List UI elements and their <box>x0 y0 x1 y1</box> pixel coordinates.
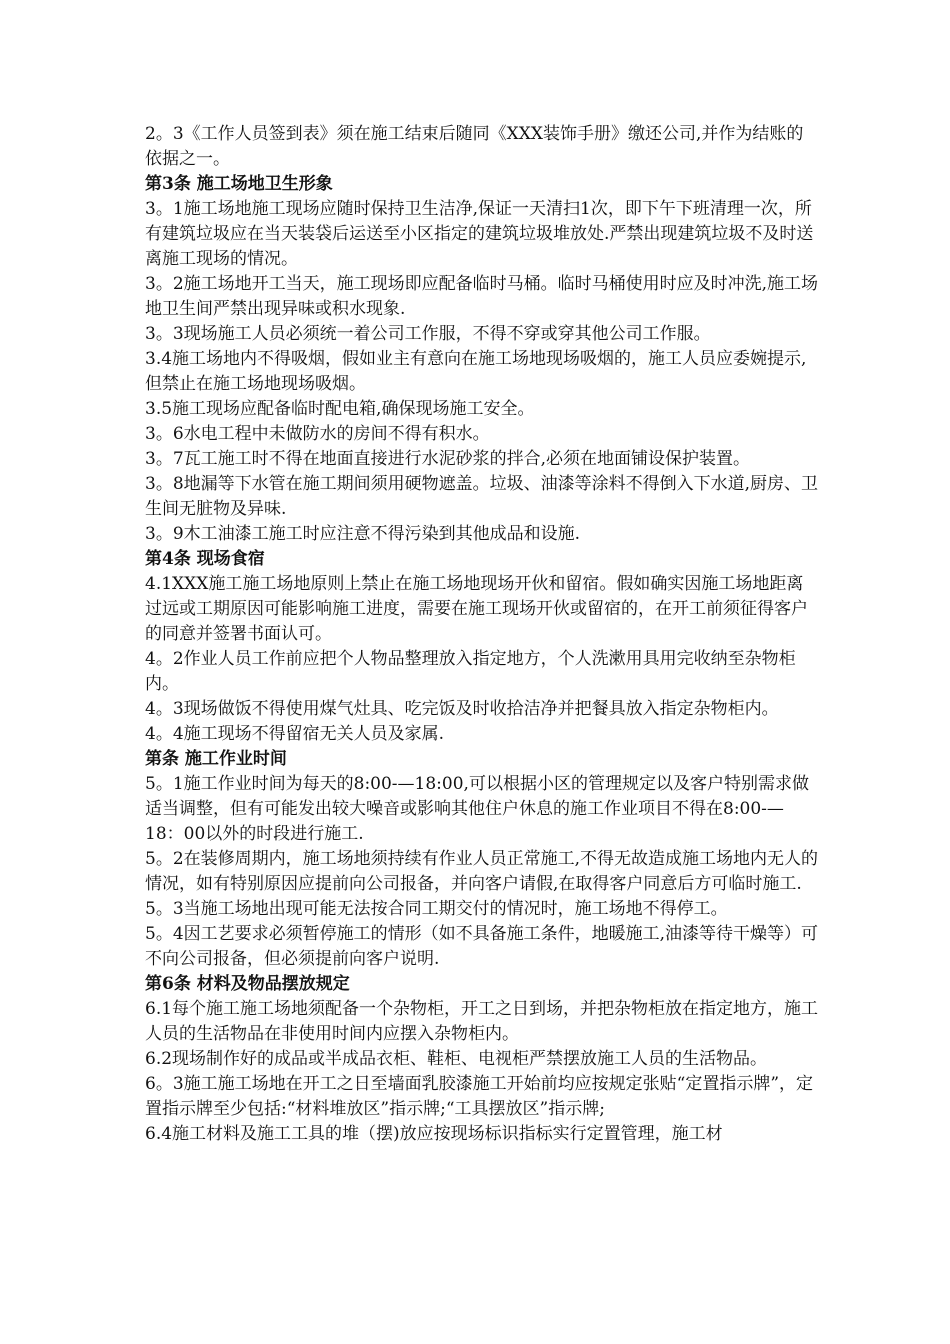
paragraph: 3。2施工场地开工当天，施工现场即应配备临时马桶。临时马桶使用时应及时冲洗,施工场地卫生间严禁出现异味或积水现象. <box>145 274 819 319</box>
paragraph: 3。6水电工程中未做防水的房间不得有积水。 <box>145 424 490 444</box>
paragraph: 4。3现场做饭不得使用煤气灶具、吃完饭及时收拾洁净并把餐具放入指定杂物柜内。 <box>145 699 779 719</box>
section-heading: 第条 施工作业时间 <box>145 749 287 769</box>
section-heading: 第4条 现场食宿 <box>145 549 265 569</box>
paragraph: 5。1施工作业时间为每天的8:00-—18:00,可以根据小区的管理规定以及客户特别需求做适当调整，但有可能发出较大噪音或影响其他住户休息的施工作业项目不得在8:00-—18：00以外的时段进行施工. <box>145 774 809 844</box>
document-page <box>145 122 820 1147</box>
paragraph: 6.2现场制作好的成品或半成品衣柜、鞋柜、电视柜严禁摆放施工人员的生活物品。 <box>145 1049 768 1069</box>
paragraph: 4.1XXX施工施工场地原则上禁止在施工场地现场开伙和留宿。假如确实因施工场地距离过远或工期原因可能影响施工进度，需要在施工现场开伙或留宿的，在开工前须征得客户的同意并签署书面认可。 <box>145 574 808 644</box>
paragraph: 3。9木工油漆工施工时应注意不得污染到其他成品和设施. <box>145 524 581 544</box>
paragraph: 2。3《工作人员签到表》须在施工结束后随同《XXX装饰手册》缴还公司,并作为结账的依据之一。 <box>145 124 804 169</box>
paragraph: 3。7瓦工施工时不得在地面直接进行水泥砂浆的拌合,必须在地面铺设保护装置。 <box>145 449 751 469</box>
paragraph: 4。4施工现场不得留宿无关人员及家属. <box>145 724 445 744</box>
paragraph: 3。1施工场地施工现场应随时保持卫生洁净,保证一天清扫1次，即下午下班清理一次，所有建筑垃圾应在当天装袋后运送至小区指定的建筑垃圾堆放处.严禁出现建筑垃圾不及时送离施工现场的情况。 <box>145 199 814 269</box>
paragraph: 4。2作业人员工作前应把个人物品整理放入指定地方，个人洗漱用具用完收纳至杂物柜内。 <box>145 649 796 694</box>
paragraph: 5。4因工艺要求必须暂停施工的情形（如不具备施工条件，地暖施工,油漆等待干燥等）可不向公司报备，但必须提前向客户说明. <box>145 924 819 969</box>
paragraph: 5。3当施工场地出现可能无法按合同工期交付的情况时，施工场地不得停工。 <box>145 899 728 919</box>
section-heading: 第3条 施工场地卫生形象 <box>145 174 333 194</box>
paragraph: 6。3施工施工场地在开工之日至墙面乳胶漆施工开始前均应按规定张贴“定置指示牌”，定置指示牌至少包括:“材料堆放区”指示牌;“工具摆放区”指示牌; <box>145 1074 814 1119</box>
paragraph: 3.4施工场地内不得吸烟，假如业主有意向在施工场地现场吸烟的，施工人员应委婉提示,但禁止在施工场地现场吸烟。 <box>145 349 807 394</box>
paragraph: 5。2在装修周期内，施工场地须持续有作业人员正常施工,不得无故造成施工场地内无人的情况，如有特别原因应提前向公司报备，并向客户请假,在取得客户同意后方可临时施工. <box>145 849 819 894</box>
paragraph: 6.4施工材料及施工工具的堆（摆)放应按现场标识指标实行定置管理，施工材 <box>145 1124 723 1144</box>
paragraph: 6.1每个施工施工场地须配备一个杂物柜，开工之日到场，并把杂物柜放在指定地方，施工人员的生活物品在非使用时间内应摆入杂物柜内。 <box>145 999 819 1044</box>
paragraph: 3.5施工现场应配备临时配电箱,确保现场施工安全。 <box>145 399 535 419</box>
paragraph: 3。8地漏等下水管在施工期间须用硬物遮盖。垃圾、油漆等涂料不得倒入下水道,厨房、卫生间无脏物及异味. <box>145 474 819 519</box>
section-heading: 第6条 材料及物品摆放规定 <box>145 974 350 994</box>
paragraph: 3。3现场施工人员必须统一着公司工作服，不得不穿或穿其他公司工作服。 <box>145 324 711 344</box>
